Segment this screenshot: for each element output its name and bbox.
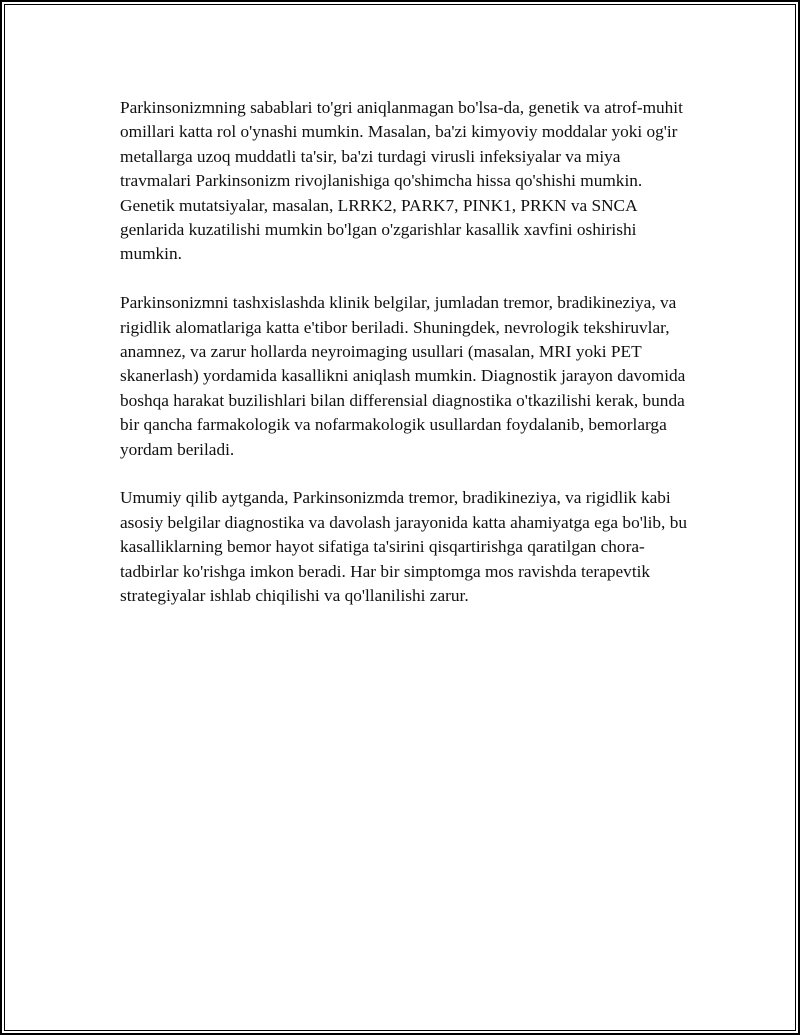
paragraph-causes: Parkinsonizmning sabablari to'gri aniqlanmagan bo'lsa-da, genetik va atrof-muhit omillari katta rol o'ynashi mumkin. Masalan, ba'zi kimyoviy moddalar yoki og'ir metallarga uzoq muddatli ta'sir, ba'zi turdagi virusli infeksiyalar va miya travmalari Parkinsonizm rivojlanishiga qo'shimcha hissa qo'shishi mumkin. Genetik mutatsiyalar, masalan, LRRK2, PARK7, PINK1, PRKN va SNCA genlarida kuzatilishi mumkin bo'lgan o'zgarishlar kasallik xavfini oshirishi mumkin. bbox=[120, 98, 683, 264]
paragraph-diagnosis: Parkinsonizmni tashxislashda klinik belgilar, jumladan tremor, bradikineziya, va rigidlik alomatlariga katta e'tibor beriladi. Shuningdek, nevrologik tekshiruvlar, anamnez, va zarur hollarda neyroimaging usullari (masalan, MRI yoki PET skanerlash) yordamida kasallikni aniqlash mumkin. Diagnostik jarayon davomida boshqa harakat buzilishlari bilan differensial diagnostika o'tkazilishi kerak, bunda bir qancha farmakologik va nofarmakologik usullardan foydalanib, bemorlarga yordam beriladi. bbox=[120, 293, 686, 459]
paragraph-conclusion: Umumiy qilib aytganda, Parkinsonizmda tremor, bradikineziya, va rigidlik kabi asosiy belgilar diagnostika va davolash jarayonida katta ahamiyatga ega bo'lib, bu kasalliklarning bemor hayot sifatiga ta'sirini qisqartirishga qaratilgan chora-tadbirlar ko'rishga imkon beradi. Har bir simptomga mos ravishda terapevtik strategiyalar ishlab chiqilishi va qo'llanilishi zarur. bbox=[120, 488, 687, 606]
document-body bbox=[120, 96, 690, 633]
